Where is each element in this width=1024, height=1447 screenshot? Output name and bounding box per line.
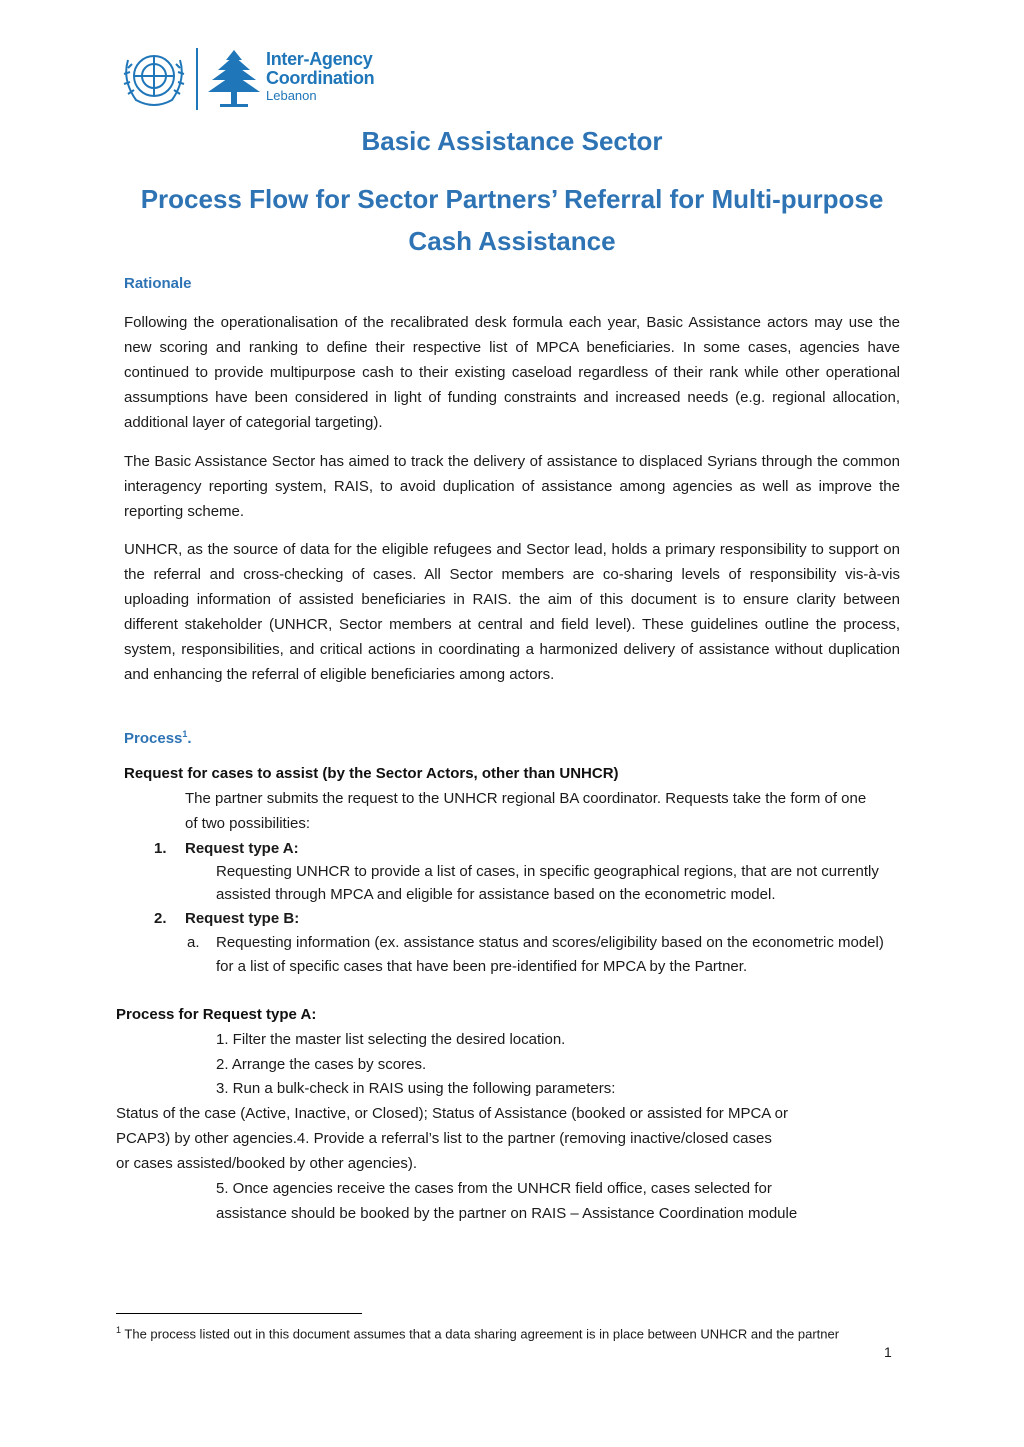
logo-text <box>266 50 374 103</box>
type-a-step-2: 2. Arrange the cases by scores. <box>216 1056 427 1073</box>
type-a-line-2: assisted through MPCA and eligible for assistance based on the econometric model. <box>216 886 776 903</box>
un-emblem-icon <box>120 46 188 110</box>
type-a-step-1: 1. Filter the master list selecting the desired location. <box>216 1031 566 1048</box>
footnote-text: The process listed out in this document assumes that a data sharing agreement is in place between UNHCR and the partner <box>124 1326 840 1342</box>
page-number: 1 <box>884 1344 892 1360</box>
type-b-sub-marker: a. <box>187 934 200 951</box>
footnote <box>116 1325 839 1341</box>
footnote-mark: 1 <box>116 1325 122 1335</box>
type-b-line-2: for a list of specific cases that have been pre-identified for MPCA by the Partner. <box>216 958 748 975</box>
type-b-number: 2. <box>154 910 167 927</box>
type-a-process-title: Process for Request type A: <box>116 1006 317 1023</box>
type-a-param-line-1: Status of the case (Active, Inactive, or Closed); Status of Assistance (booked or assisted for MPCA or <box>116 1105 788 1122</box>
logo-line-3: Lebanon <box>266 88 317 103</box>
type-a-label: Request type A: <box>185 840 299 857</box>
type-b-label: Request type B: <box>185 910 300 927</box>
footnote-separator <box>116 1313 362 1314</box>
logo-line-2: Coordination <box>266 68 375 88</box>
logo-line-1: Inter-Agency <box>266 49 373 69</box>
type-a-step-5-line-1: 5. Once agencies receive the cases from the UNHCR field office, cases selected for <box>216 1180 772 1197</box>
type-a-number: 1. <box>154 840 167 857</box>
type-a-line-1: Requesting UNHCR to provide a list of cases, in specific geographical regions, that are not currently <box>216 863 879 880</box>
process-heading <box>124 729 192 747</box>
rationale-paragraph-2: The Basic Assistance Sector has aimed to track the delivery of assistance to displaced Syrians through the common interagency reporting system, RAIS, to avoid duplication of assistance among agencies as well as improve the reporting scheme. <box>124 453 900 520</box>
type-a-param-line-2: PCAP3) by other agencies.4. Provide a referral’s list to the partner (removing inactive/closed cases <box>116 1130 772 1147</box>
logo-divider <box>196 48 198 110</box>
type-a-step-3: 3. Run a bulk-check in RAIS using the following parameters: <box>216 1080 616 1097</box>
inter-agency-logo <box>120 46 390 110</box>
request-title: Request for cases to assist (by the Sector Actors, other than UNHCR) <box>124 765 619 782</box>
rationale-paragraph-3: UNHCR, as the source of data for the eligible refugees and Sector lead, holds a primary responsibility to support on the referral and cross-checking of cases. All Sector members are co-sharing levels of responsibility vis-à-vis uploading information of assisted beneficiaries in RAIS. the aim of this document is to ensure clarity between different stakeholder (UNHCR, Sector members at central and field level). These guidelines outline the process, system, responsibilities, and critical actions in coordinating a harmonized delivery of assistance without duplication and enhancing the referral of eligible beneficiaries among actors. <box>124 541 900 683</box>
request-intro-line-2: of two possibilities: <box>185 815 311 832</box>
document-title: Basic Assistance Sector <box>361 126 663 156</box>
type-b-line-1: Requesting information (ex. assistance status and scores/eligibility based on the econometric model) <box>216 934 884 951</box>
type-a-param-line-3: or cases assisted/booked by other agencies). <box>116 1155 418 1172</box>
process-heading-suffix: . <box>187 730 192 747</box>
process-heading-text: Process <box>124 730 183 747</box>
cedar-tree-icon <box>206 46 262 110</box>
rationale-heading: Rationale <box>124 275 192 292</box>
rationale-paragraph-1: Following the operationalisation of the recalibrated desk formula each year, Basic Assistance actors may use the new scoring and ranking to define their respective list of MPCA beneficiaries. In some cases, agencies have continued to provide multipurpose cash to their existing caseload regardless of their rank while other operational assumptions have been considered in light of funding constraints and increased needs (e.g. regional allocation, additional layer of categorial targeting). <box>124 314 900 431</box>
document-subtitle: Process Flow for Sector Partners’ Referral for Multi-purpose Cash Assistance <box>140 184 884 256</box>
footnote-reference[interactable]: 1 <box>182 729 188 739</box>
request-intro-line-1: The partner submits the request to the UNHCR regional BA coordinator. Requests take the form of one <box>185 790 867 807</box>
type-a-step-5-line-2: assistance should be booked by the partner on RAIS – Assistance Coordination module <box>216 1205 798 1222</box>
